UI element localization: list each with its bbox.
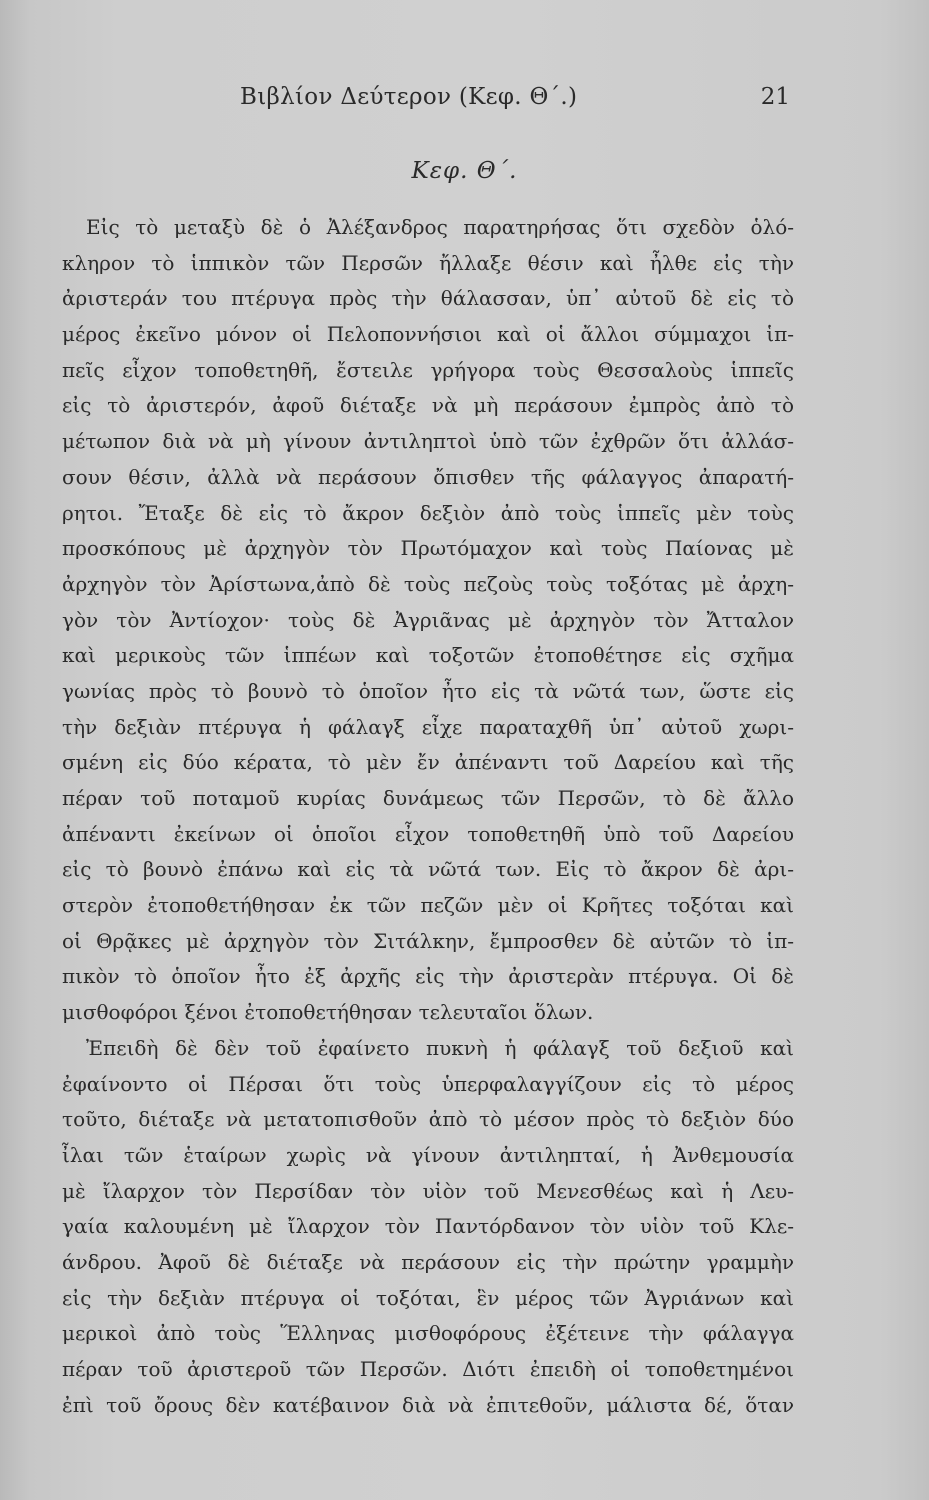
text-line: πεῖς εἶχον τοποθετηθῆ, ἔστειλε γρήγορα τοὺς Θεσσαλοὺς ἱππεῖς bbox=[62, 357, 794, 382]
text-line: ἶλαι τῶν ἑταίρων χωρὶς νὰ γίνουν ἀντιληπταί, ἡ Ἀνθεμουσία bbox=[62, 1142, 794, 1167]
text-line: μέρος ἐκεῖνο μόνον οἱ Πελοποννήσιοι καὶ οἱ ἄλλοι σύμμαχοι ἱπ- bbox=[62, 322, 794, 347]
text-line: Ἐπειδὴ δὲ δὲν τοῦ ἐφαίνετο πυκνὴ ἡ φάλαγξ τοῦ δεξιοῦ καὶ bbox=[86, 1035, 794, 1060]
text-line: ἀρχηγὸν τὸν Ἀρίστωνα,ἀπὸ δὲ τοὺς πεζοὺς τοὺς τοξότας μὲ ἀρχη- bbox=[62, 571, 794, 596]
text-line: εἰς τὴν δεξιὰν πτέρυγα οἱ τοξόται, ἓν μέρος τῶν Ἀγριάνων καὶ bbox=[62, 1285, 794, 1310]
text-line: σμένη εἰς δύο κέρατα, τὸ μὲν ἔν ἀπέναντι τοῦ Δαρείου καὶ τῆς bbox=[62, 750, 794, 775]
text-line: μὲ ἴλαρχον τὸν Περσίδαν τὸν υἱὸν τοῦ Μενεσθέως καὶ ἡ Λευ- bbox=[62, 1178, 794, 1203]
text-line: γὸν τὸν Ἀντίοχον· τοὺς δὲ Ἀγριᾶνας μὲ ἀρχηγὸν τὸν Ἄτταλον bbox=[62, 607, 794, 632]
text-line: ἐπὶ τοῦ ὄρους δὲν κατέβαινον διὰ νὰ ἐπιτεθοῦν, μάλιστα δέ, ὅταν bbox=[62, 1392, 794, 1417]
text-line: τοῦτο, διέταξε νὰ μετατοπισθοῦν ἀπὸ τὸ μέσον πρὸς τὸ δεξιὸν δύο bbox=[62, 1107, 794, 1132]
text-line: πέραν τοῦ ποταμοῦ κυρίας δυνάμεως τῶν Περσῶν, τὸ δὲ ἄλλο bbox=[62, 786, 794, 810]
running-head-title: Βιβλίον Δεύτερον (Κεφ. Θ΄.) bbox=[240, 84, 578, 110]
text-line: ἀριστεράν του πτέρυγα πρὸς τὴν θάλασσαν, ὑπ᾽ αὐτοῦ δὲ εἰς τὸ bbox=[62, 286, 794, 311]
text-line: ἐφαίνοντο οἱ Πέρσαι ὅτι τοὺς ὑπερφαλαγγίζουν εἰς τὸ μέρος bbox=[62, 1071, 794, 1096]
text-line: σουν θέσιν, ἀλλὰ νὰ περάσουν ὄπισθεν τῆς φάλαγγος ἀπαρατή- bbox=[62, 464, 794, 489]
text-line: ρητοι. Ἔταξε δὲ εἰς τὸ ἄκρον δεξιὸν ἀπὸ τοὺς ἱππεῖς μὲν τοὺς bbox=[62, 500, 794, 525]
text-line: πέραν τοῦ ἀριστεροῦ τῶν Περσῶν. Διότι ἐπειδὴ οἱ τοποθετημένοι bbox=[62, 1357, 794, 1381]
text-line: προσκόπους μὲ ἀρχηγὸν τὸν Πρωτόμαχον καὶ τοὺς Παίονας μὲ bbox=[62, 536, 794, 561]
text-line: γαία καλουμένη μὲ ἴλαρχον τὸν Παντόρδανον τὸν υἱὸν τοῦ Κλε- bbox=[62, 1214, 794, 1239]
chapter-heading: Κεφ. Θ΄. bbox=[411, 158, 518, 184]
text-line: εἰς τὸ ἀριστερόν, ἀφοῦ διέταξε νὰ μὴ περάσουν ἐμπρὸς ἀπὸ τὸ bbox=[62, 393, 794, 418]
text-line: ἀπέναντι ἐκείνων οἱ ὁποῖοι εἶχον τοποθετηθῆ ὑπὸ τοῦ Δαρείου bbox=[62, 821, 794, 846]
page-number: 21 bbox=[760, 84, 790, 110]
text-line: πικὸν τὸ ὁποῖον ἦτο ἐξ ἀρχῆς εἰς τὴν ἀριστερὰν πτέρυγα. Οἱ δὲ bbox=[62, 964, 794, 989]
text-line: μισθοφόροι ξένοι ἐτοποθετήθησαν τελευταῖοι ὅλων. bbox=[62, 1000, 594, 1025]
text-line: τὴν δεξιὰν πτέρυγα ἡ φάλαγξ εἶχε παραταχθῆ ὑπ᾽ αὐτοῦ χωρι- bbox=[62, 714, 794, 739]
text-line: γωνίας πρὸς τὸ βουνὸ τὸ ὁποῖον ἦτο εἰς τὰ νῶτά των, ὥστε εἰς bbox=[62, 678, 794, 703]
text-line: κληρον τὸ ἱππικὸν τῶν Περσῶν ἤλλαξε θέσιν καὶ ἦλθε εἰς τὴν bbox=[62, 250, 794, 275]
text-line: εἰς τὸ βουνὸ ἐπάνω καὶ εἰς τὰ νῶτά των. Εἰς τὸ ἄκρον δὲ ἀρι- bbox=[62, 857, 794, 882]
running-head bbox=[240, 84, 790, 120]
text-line: καὶ μερικοὺς τῶν ἱππέων καὶ τοξοτῶν ἐτοποθέτησε εἰς σχῆμα bbox=[62, 643, 794, 668]
text-line: οἱ Θρᾷκες μὲ ἀρχηγὸν τὸν Σιτάλκην, ἔμπροσθεν δὲ αὐτῶν τὸ ἱπ- bbox=[62, 928, 794, 953]
body-text bbox=[62, 210, 794, 1423]
text-line: άνδρου. Ἀφοῦ δὲ διέταξε νὰ περάσουν εἰς τὴν πρώτην γραμμὴν bbox=[62, 1249, 794, 1274]
text-line: μερικοὶ ἀπὸ τοὺς Ἕλληνας μισθοφόρους ἐξέτεινε τὴν φάλαγγα bbox=[62, 1321, 794, 1346]
text-line: στερὸν ἐτοποθετήθησαν ἐκ τῶν πεζῶν μὲν οἱ Κρῆτες τοξόται καὶ bbox=[62, 893, 794, 918]
text-line: μέτωπον διὰ νὰ μὴ γίνουν ἀντιληπτοὶ ὑπὸ τῶν ἐχθρῶν ὅτι ἀλλάσ- bbox=[62, 429, 794, 454]
text-line: Εἰς τὸ μεταξὺ δὲ ὁ Ἀλέξανδρος παρατηρήσας ὅτι σχεδὸν ὁλό- bbox=[86, 215, 794, 239]
